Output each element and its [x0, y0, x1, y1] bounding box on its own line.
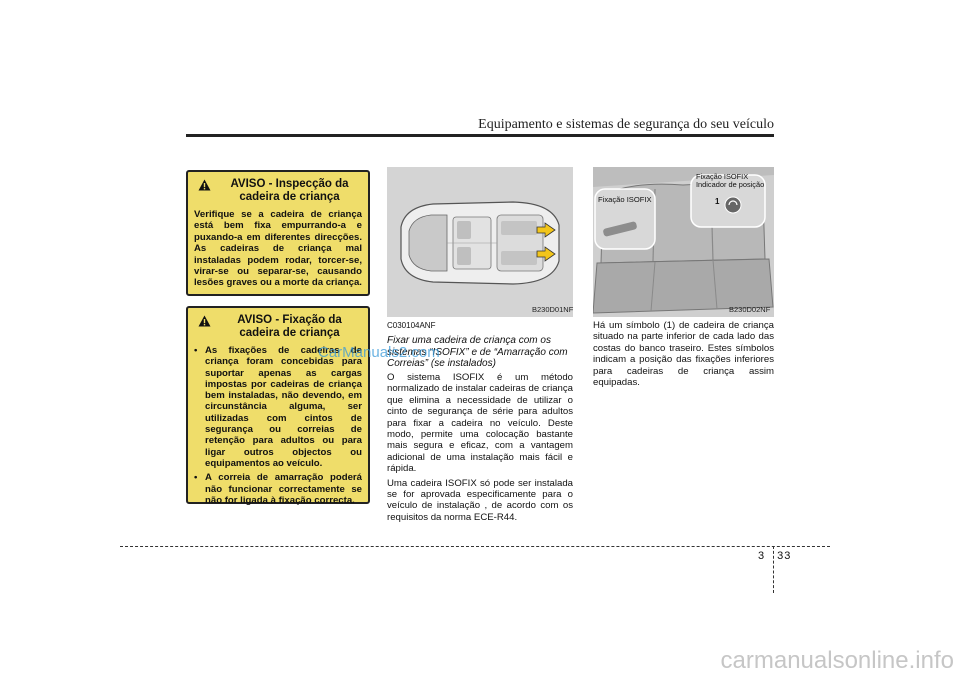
label-number-1: 1 [715, 197, 720, 206]
label-position-indicator: Indicador de posição [696, 180, 765, 189]
figure-code: B230D01NF [532, 305, 574, 314]
footer-rule [120, 546, 830, 547]
warning-title [194, 178, 362, 204]
page-section: 3 [758, 550, 766, 562]
warning-text: Verifique se a cadeira de criança está bem fixa empurrando-a e puxando-a em diferentes direcções. As cadeiras de criança mal instaladas podem rodar, torcer-se, virar-se ou separar-se, causando lesões graves ou a morte da criança. [194, 209, 362, 289]
label-isofix-right: Fixação ISOFIX [696, 172, 749, 181]
figure-code: B230D02NF [729, 305, 771, 314]
rear-seat-illustration [593, 167, 774, 317]
warning-triangle-icon [198, 179, 211, 191]
header-rule [186, 134, 774, 137]
warning-list [194, 345, 362, 506]
paragraph: Há um símbolo (1) de cadeira de criança situado na parte inferior de cada lado das costas do banco traseiro. Estes símbolos indicam a posição das fixações inferiores para cadeiras de criança assim equipadas. [593, 320, 774, 389]
section-subheading: Fixar uma cadeira de criança com os sistemas “ISOFIX” e de “Amarração com Correias” (se instalados) [387, 335, 568, 370]
warning-triangle-icon [198, 315, 211, 327]
figure-car-top-view [387, 167, 573, 317]
warning-title-text: AVISO - Inspecção da cadeira de criança [230, 178, 349, 203]
section-code: C030104ANF [387, 321, 436, 330]
label-isofix-left: Fixação ISOFIX [598, 195, 652, 204]
right-column [593, 320, 774, 391]
warning-title [194, 314, 362, 340]
warning-list-item: • A correia de amarração poderá não funcionar correctamente se não for ligada à fixação correcta. [194, 472, 362, 506]
page-number-value: 33 [777, 550, 792, 562]
footer-site-link[interactable]: carmanualsonline.info [720, 647, 954, 674]
figure-rear-seat [593, 167, 774, 317]
warning-fixation [186, 306, 370, 504]
warning-inspection [186, 170, 370, 296]
car-top-view-illustration [387, 167, 573, 317]
paragraph: Uma cadeira ISOFIX só pode ser instalada se for aprovada especificamente para o veículo de instalação , de acordo com os requisitos da norma ECE-R44. [387, 477, 573, 523]
watermark-text: CarManuals2.com [318, 344, 440, 361]
warning-list-item: • As fixações de cadeiras de criança foram concebidas para suportar apenas as cargas impostas por cadeiras de criança bem instaladas, não devendo, em circunstância alguma, ser utilizadas com cintos de segurança ou correias de retenção para adultos ou para ligar outros objectos ou equipamentos ao veículo. [194, 345, 362, 469]
warning-title-text: AVISO - Fixação da cadeira de criança [237, 314, 342, 339]
header-title: Equipamento e sistemas de segurança do seu veículo [478, 117, 774, 132]
paragraph: O sistema ISOFIX é um método normalizado de instalar cadeiras de criança que elimina a necessidade de utilizar o cinto de segurança de série para adultos para fixar a cadeira no veículo. Deste modo, permite uma colocação bastante mais segura e eficaz, com a vantagem adicional de uma instalação mais fácil e rápida. [387, 371, 573, 475]
page-number [758, 550, 791, 562]
